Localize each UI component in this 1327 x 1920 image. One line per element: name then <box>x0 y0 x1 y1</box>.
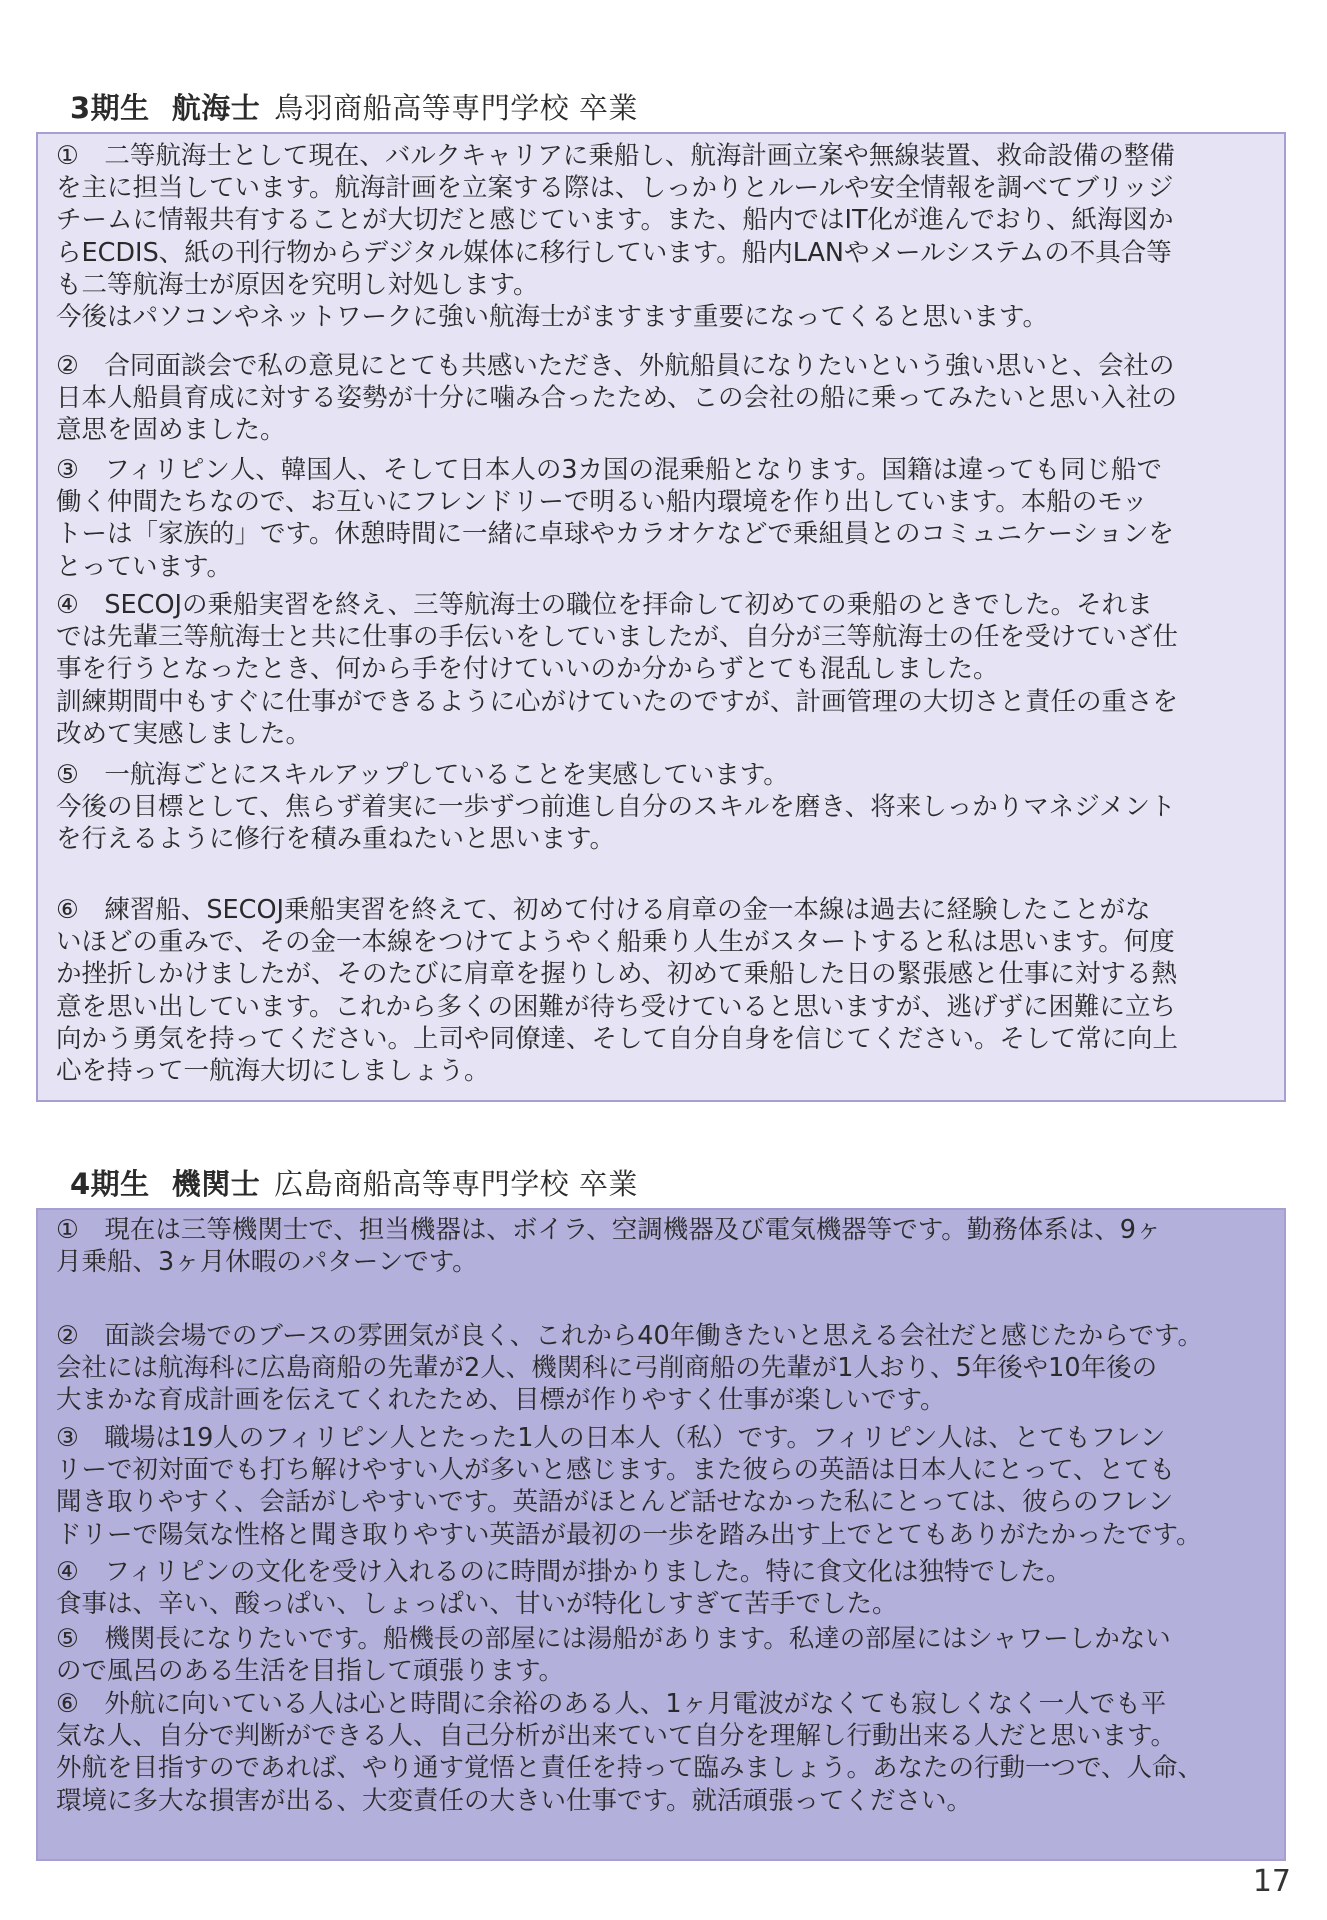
section1-heading <box>70 86 638 127</box>
answer-paragraph <box>38 1623 1181 1687</box>
answer-line: ② 面談会場でのブースの雰囲気が良く、これから40年働きたいと思える会社だと感じたからです。 <box>56 1321 1203 1351</box>
section1-role: 航海士 <box>171 91 261 125</box>
answer-paragraph <box>38 759 1185 856</box>
answer-line: ⑤ 一航海ごとにスキルアップしていることを実感しています。 <box>56 760 789 790</box>
section2-role: 機関士 <box>171 1167 261 1201</box>
answer-line: ので風呂のある生活を目指して頑張ります。 <box>56 1656 564 1687</box>
answer-line: ドリーで陽気な性格と聞き取りやすい英語が最初の一歩を踏み出す上でとてもありがたかったです。 <box>56 1519 1202 1550</box>
answer-line: 会社には航海科に広島商船の先輩が2人、機関科に弓削商船の先輩が1人おり、5年後や10年後の <box>56 1353 1158 1384</box>
answer-line: 月乗船、3ヶ月休暇のパターンです。 <box>56 1247 478 1278</box>
answer-line: を行えるように修行を積み重ねたいと思います。 <box>56 824 615 855</box>
answer-line: 外航を目指すのであれば、やり通す覚悟と責任を持って臨みましょう。あなたの行動一つで、人命、 <box>56 1753 1203 1784</box>
answer-paragraph <box>38 1422 1211 1551</box>
answer-line: 日本人船員育成に対する姿勢が十分に噛み合ったため、この会社の船に乗ってみたいと思い入社の <box>56 383 1177 414</box>
answer-line: らECDIS、紙の刊行物からデジタル媒体に移行しています。船内LANやメールシステムの不具合等 <box>56 237 1172 268</box>
section1-answers-box <box>36 132 1286 1102</box>
answer-line: ⑥ 練習船、SECOJ乗船実習を終えて、初めて付ける肩章の金一本線は過去に経験したことがな <box>56 895 1151 925</box>
answer-line: 意思を固めました。 <box>56 415 286 446</box>
answer-line: 働く仲間たちなので、お互いにフレンドリーで明るい船内環境を作り出しています。本船のモッ <box>56 487 1148 518</box>
answer-line: 今後はパソコンやネットワークに強い航海士がますます重要になってくると思います。 <box>56 302 1048 333</box>
section2-generation: 4期生 <box>70 1167 150 1201</box>
answer-paragraph <box>38 350 1187 447</box>
answer-line: とっています。 <box>56 551 232 582</box>
answer-line: 今後の目標として、焦らず着実に一歩ずつ前進し自分のスキルを磨き、将来しっかりマネジメント <box>56 792 1176 823</box>
answer-line: 訓練期間中もすぐに仕事ができるように心がけていたのですが、計画管理の大切さと責任の重さを <box>56 686 1179 717</box>
answer-line: いほどの重みで、その金一本線をつけてようやく船乗り人生がスタートすると私は思います。何度 <box>56 927 1175 958</box>
answer-line: 心を持って一航海大切にしましょう。 <box>56 1056 490 1087</box>
answer-paragraph <box>38 1688 1213 1817</box>
answer-paragraph <box>38 454 1184 583</box>
answer-line: 大まかな育成計画を伝えてくれたため、目標が作りやすく仕事が楽しいです。 <box>56 1385 946 1416</box>
page-number: 17 <box>1252 1864 1291 1899</box>
answer-paragraph <box>38 1214 1172 1278</box>
answer-line: ① 二等航海士として現在、バルクキャリアに乗船し、航海計画立案や無線装置、救命設備の整備 <box>56 141 1175 171</box>
answer-line: 事を行うとなったとき、何から手を付けていいのか分からずとても混乱しました。 <box>56 654 999 685</box>
section2-school: 広島商船高等専門学校 卒業 <box>274 1167 638 1201</box>
answer-paragraph <box>38 894 1188 1087</box>
answer-line: ③ 職場は19人のフィリピン人とたった1人の日本人（私）です。フィリピン人は、とてもフレン <box>56 1423 1166 1453</box>
section2-answers-box <box>36 1208 1286 1861</box>
section2-heading <box>70 1162 638 1203</box>
section1-generation: 3期生 <box>70 91 150 125</box>
answer-line: ④ SECOJの乗船実習を終え、三等航海士の職位を拝命して初めての乗船のときでした。それま <box>56 590 1153 620</box>
answer-line: か挫折しかけましたが、そのたびに肩章を握りしめ、初めて乗船した日の緊張感と仕事に対する熱 <box>56 959 1177 990</box>
answer-line: 環境に多大な損害が出る、大変責任の大きい仕事です。就活頑張ってください。 <box>56 1785 972 1816</box>
answer-line: ④ フィリピンの文化を受け入れるのに時間が掛かりました。特に食文化は独特でした。 <box>56 1557 1072 1587</box>
answer-line: 聞き取りやすく、会話がしやすいです。英語がほとんど話せなかった私にとっては、彼らのフレン <box>56 1487 1174 1518</box>
answer-paragraph <box>38 1320 1213 1417</box>
answer-line: では先輩三等航海士と共に仕事の手伝いをしていましたが、自分が三等航海士の任を受けていざ仕 <box>56 622 1179 653</box>
answer-paragraph <box>38 589 1188 750</box>
answer-line: ③ フィリピン人、韓国人、そして日本人の3カ国の混乗船となります。国籍は違っても同じ船で <box>56 455 1163 485</box>
answer-line: ⑤ 機関長になりたいです。船機長の部屋には湯船があります。私達の部屋にはシャワーしかない <box>56 1624 1171 1654</box>
section1-school: 鳥羽商船高等専門学校 卒業 <box>274 91 638 125</box>
answer-line: 改めて実感しました。 <box>56 718 312 749</box>
answer-paragraph <box>38 140 1185 333</box>
answer-line: ② 合同面談会で私の意見にとても共感いただき、外航船員になりたいという強い思いと、会社の <box>56 351 1175 381</box>
answer-line: 向かう勇気を持ってください。上司や同僚達、そして自分自身を信じてください。そして常に向上 <box>56 1023 1179 1054</box>
answer-line: 食事は、辛い、酸っぱい、しょっぱい、甘いが特化しすぎて苦手でした。 <box>56 1589 898 1620</box>
answer-paragraph <box>38 1556 1081 1620</box>
answer-line: ⑥ 外航に向いている人は心と時間に余裕のある人、1ヶ月電波がなくても寂しくなく一人でも平 <box>56 1689 1167 1719</box>
answer-line: チームに情報共有することが大切だと感じています。また、船内ではIT化が進んでおり、紙海図か <box>56 205 1174 236</box>
answer-line: 意を思い出しています。これから多くの困難が待ち受けていると思いますが、逃げずに困難に立ち <box>56 991 1176 1022</box>
answer-line: リーで初対面でも打ち解けやすい人が多いと感じます。また彼らの英語は日本人にとって、とても <box>56 1455 1175 1486</box>
answer-line: ① 現在は三等機関士で、担当機器は、ボイラ、空調機器及び電気機器等です。勤務体系は、9ヶ <box>56 1215 1162 1245</box>
answer-line: トーは「家族的」です。休憩時間に一緒に卓球やカラオケなどで乗組員とのコミュニケーションを <box>56 519 1174 550</box>
answer-line: 気な人、自分で判断ができる人、自己分析が出来ていて自分を理解し行動出来る人だと思います。 <box>56 1721 1176 1752</box>
answer-line: も二等航海士が原因を究明し対処します。 <box>56 269 539 300</box>
answer-line: を主に担当しています。航海計画を立案する際は、しっかりとルールや安全情報を調べてブリッジ <box>56 173 1174 204</box>
